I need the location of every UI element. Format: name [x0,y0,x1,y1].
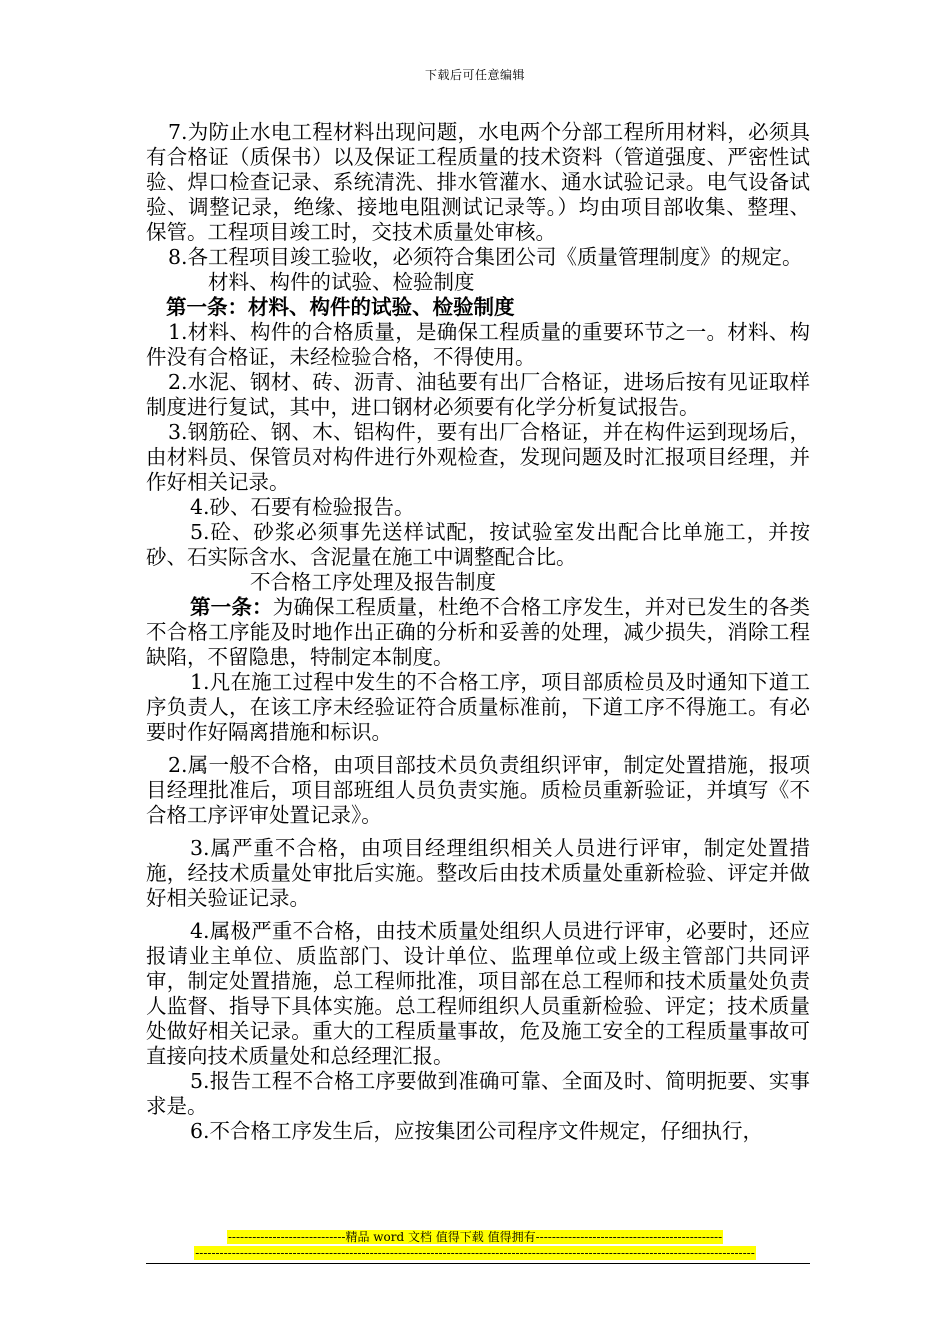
article-title-materials: 第一条：材料、构件的试验、检验制度 [166,295,515,319]
section-title-materials: 材料、构件的试验、检验制度 [208,270,475,294]
footer-dashes: ------------------------------------------------------------------------------------------------------------------------------------------ [195,1246,755,1260]
footer-line-1 [0,1229,950,1245]
footer-rule [146,1263,810,1264]
article-paragraph [146,595,810,670]
list-item: 6.不合格工序发生后，应按集团公司程序文件规定，仔细执行， [190,1119,764,1143]
list-item: 2.属一般不合格，由项目部技术员负责组织评审，制定处置措施，报项目经理批准后，项目部班组人员负责实施。质检员重新验证，并填写《不合格工序评审处置记录》。 [146,753,810,827]
article-label: 第一条： [190,595,273,619]
list-item: 4.砂、石要有检验报告。 [190,495,415,519]
list-item: 1.凡在施工过程中发生的不合格工序，项目部质检员及时通知下道工序负责人，在该工序未经验证符合质量标准前，下道工序不得施工。有必要时作好隔离措施和标识。 [146,670,810,744]
page-header: 下载后可任意编辑 [424,68,525,82]
article-text: 为确保工程质量，杜绝不合格工序发生，并对已发生的各类不合格工序能及时地作出正确的分析和妥善的处理，减少损失，消除工程缺陷，不留隐患，特制定本制度。 [146,595,811,669]
list-item: 5.报告工程不合格工序要做到准确可靠、全面及时、简明扼要、实事求是。 [146,1069,810,1118]
list-item: 1.材料、构件的合格质量，是确保工程质量的重要环节之一。材料、构件没有合格证，未经检验合格，不得使用。 [146,320,810,369]
list-item: 4.属极严重不合格，由技术质量处组织人员进行评审，必要时，还应报请业主单位、质监部门、设计单位、监理单位或上级主管部门共同评审，制定处置措施，总工程师批准，项目部在总工程师和技术质量处负责人监督、指导下具体实施。总工程师组织人员重新检验、评定；技术质量处做好相关记录。重大的工程质量事故，危及施工安全的工程质量事故可直接向技术质量处和总经理汇报。 [146,919,810,1068]
paragraph-7: 7.为防止水电工程材料出现问题，水电两个分部工程所用材料，必须具有合格证（质保书）以及保证工程质量的技术资料（管道强度、严密性试验、焊口检查记录、系统清洗、排水管灌水、通水试验记录。电气设备试验、调整记录，绝缘、接地电阻测试记录等。）均由项目部收集、整理、保管。工程项目竣工时，交技术质量处审核。 [146,120,810,244]
section-title-nonconforming: 不合格工序处理及报告制度 [250,570,496,594]
list-item: 3.钢筋砼、钢、木、铝构件，要有出厂合格证，并在构件运到现场后，由材料员、保管员对构件进行外观检查，发现问题及时汇报项目经理，并作好相关记录。 [146,420,810,494]
footer-banner: -----------------------------精品 word 文档 值得下载 值得拥有---------------------------------------------- [227,1230,723,1244]
footer-line-2 [0,1245,950,1261]
paragraph-8: 8.各工程项目竣工验收，必须符合集团公司《质量管理制度》的规定。 [168,245,803,269]
list-item: 2.水泥、钢材、砖、沥青、油毡要有出厂合格证，进场后按有见证取样制度进行复试，其中，进口钢材必须要有化学分析复试报告。 [146,370,810,419]
list-item: 5.砼、砂浆必须事先送样试配，按试验室发出配合比单施工，并按砂、石实际含水、含泥量在施工中调整配合比。 [146,520,810,569]
document-body [146,120,810,1144]
list-item: 3.属严重不合格，由项目经理组织相关人员进行评审，制定处置措施，经技术质量处审批后实施。整改后由技术质量处重新检验、评定并做好相关验证记录。 [146,836,810,910]
